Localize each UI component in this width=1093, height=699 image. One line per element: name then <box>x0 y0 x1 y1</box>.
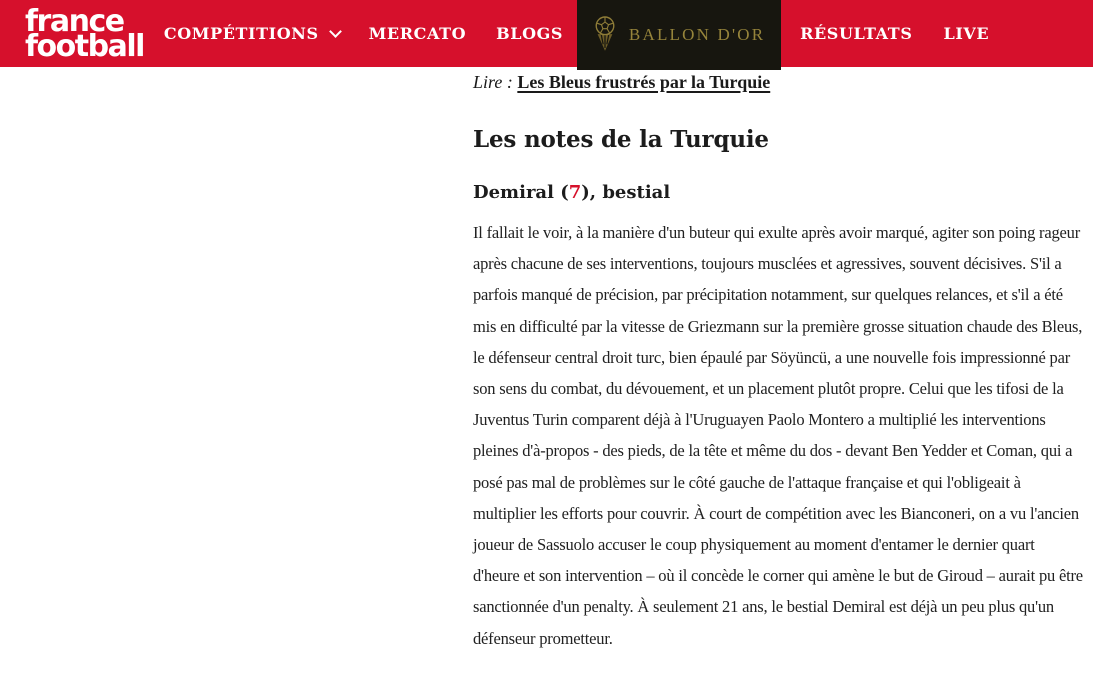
france-football-logo[interactable] <box>25 3 144 64</box>
rating-paren-open: ( <box>553 182 569 203</box>
nav-item-label: COMPÉTITIONS <box>163 24 319 43</box>
nav-item-ballon-dor[interactable] <box>577 0 781 70</box>
nav-item-label: RÉSULTATS <box>800 24 913 43</box>
article-content <box>473 67 1085 654</box>
rating-paren-close: ) <box>581 182 590 203</box>
nav-item-live[interactable] <box>943 24 989 43</box>
nav-item-resultats[interactable] <box>800 24 912 43</box>
site-header <box>0 0 1093 67</box>
ballon-dor-label: BALLON D'OR <box>628 25 766 44</box>
nav-item-blogs[interactable] <box>496 24 563 43</box>
nav-item-label: MERCATO <box>368 24 467 43</box>
logo-line-1: france <box>25 3 124 39</box>
player-line-suffix: , bestial <box>589 182 671 203</box>
logo-line-2: football <box>25 28 144 64</box>
nav-item-competitions[interactable] <box>164 24 340 43</box>
player-rating-line <box>473 182 1085 203</box>
section-title: Les notes de la Turquie <box>473 126 769 153</box>
nav-item-label: BLOGS <box>496 24 564 43</box>
read-more-line <box>473 72 1085 93</box>
player-name: Demiral <box>473 182 554 203</box>
article-paragraph: Il fallait le voir, à la manière d'un buteur qui exulte après avoir marqué, agiter son poing rageur après chacune de ses interventions, toujours musclées et agressives, souvent décisives. S'il a parfois manqué de précision, par précipitation notamment, sur quelques relances, et s'il a été mis en difficulté par la vitesse de Griezmann sur la première grosse situation chaude des Bleus, le défenseur central droit turc, bien épaulé par Söyüncü, a une nouvelle fois impressionné par son sens du combat, du dévouement, et un placement plutôt propre. Celui que les tifosi de la Juventus Turin comparent déjà à l'Uruguayen Paolo Montero a multiplié les interventions pleines d'à-propos - des pieds, de la tête et même du dos - devant Ben Yedder et Coman, qui a posé pas mal de problèmes sur le côté gauche de l'attaque française et qui l'obligeait à multiplier les efforts pour couvrir. À court de compétition avec les Bianconeri, on a vu l'ancien joueur de Sassuolo accuser le coup physiquement au moment d'entamer le dernier quart d'heure et son intervention – où il concède le corner qui amène le but de Giroud – aurait pu être sanctionnée d'un penalty. À seulement 21 ans, le bestial Demiral est déjà un peu plus qu'un défenseur prometteur. <box>473 223 1083 648</box>
ballon-dor-trophy-icon <box>593 15 617 55</box>
nav-item-label: LIVE <box>943 24 990 43</box>
chevron-down-icon <box>329 25 342 38</box>
read-more-link[interactable]: Les Bleus frustrés par la Turquie <box>517 72 771 92</box>
read-more-prefix: Lire : <box>473 72 513 92</box>
player-rating-value: 7 <box>568 182 582 203</box>
nav-item-mercato[interactable] <box>369 24 467 43</box>
